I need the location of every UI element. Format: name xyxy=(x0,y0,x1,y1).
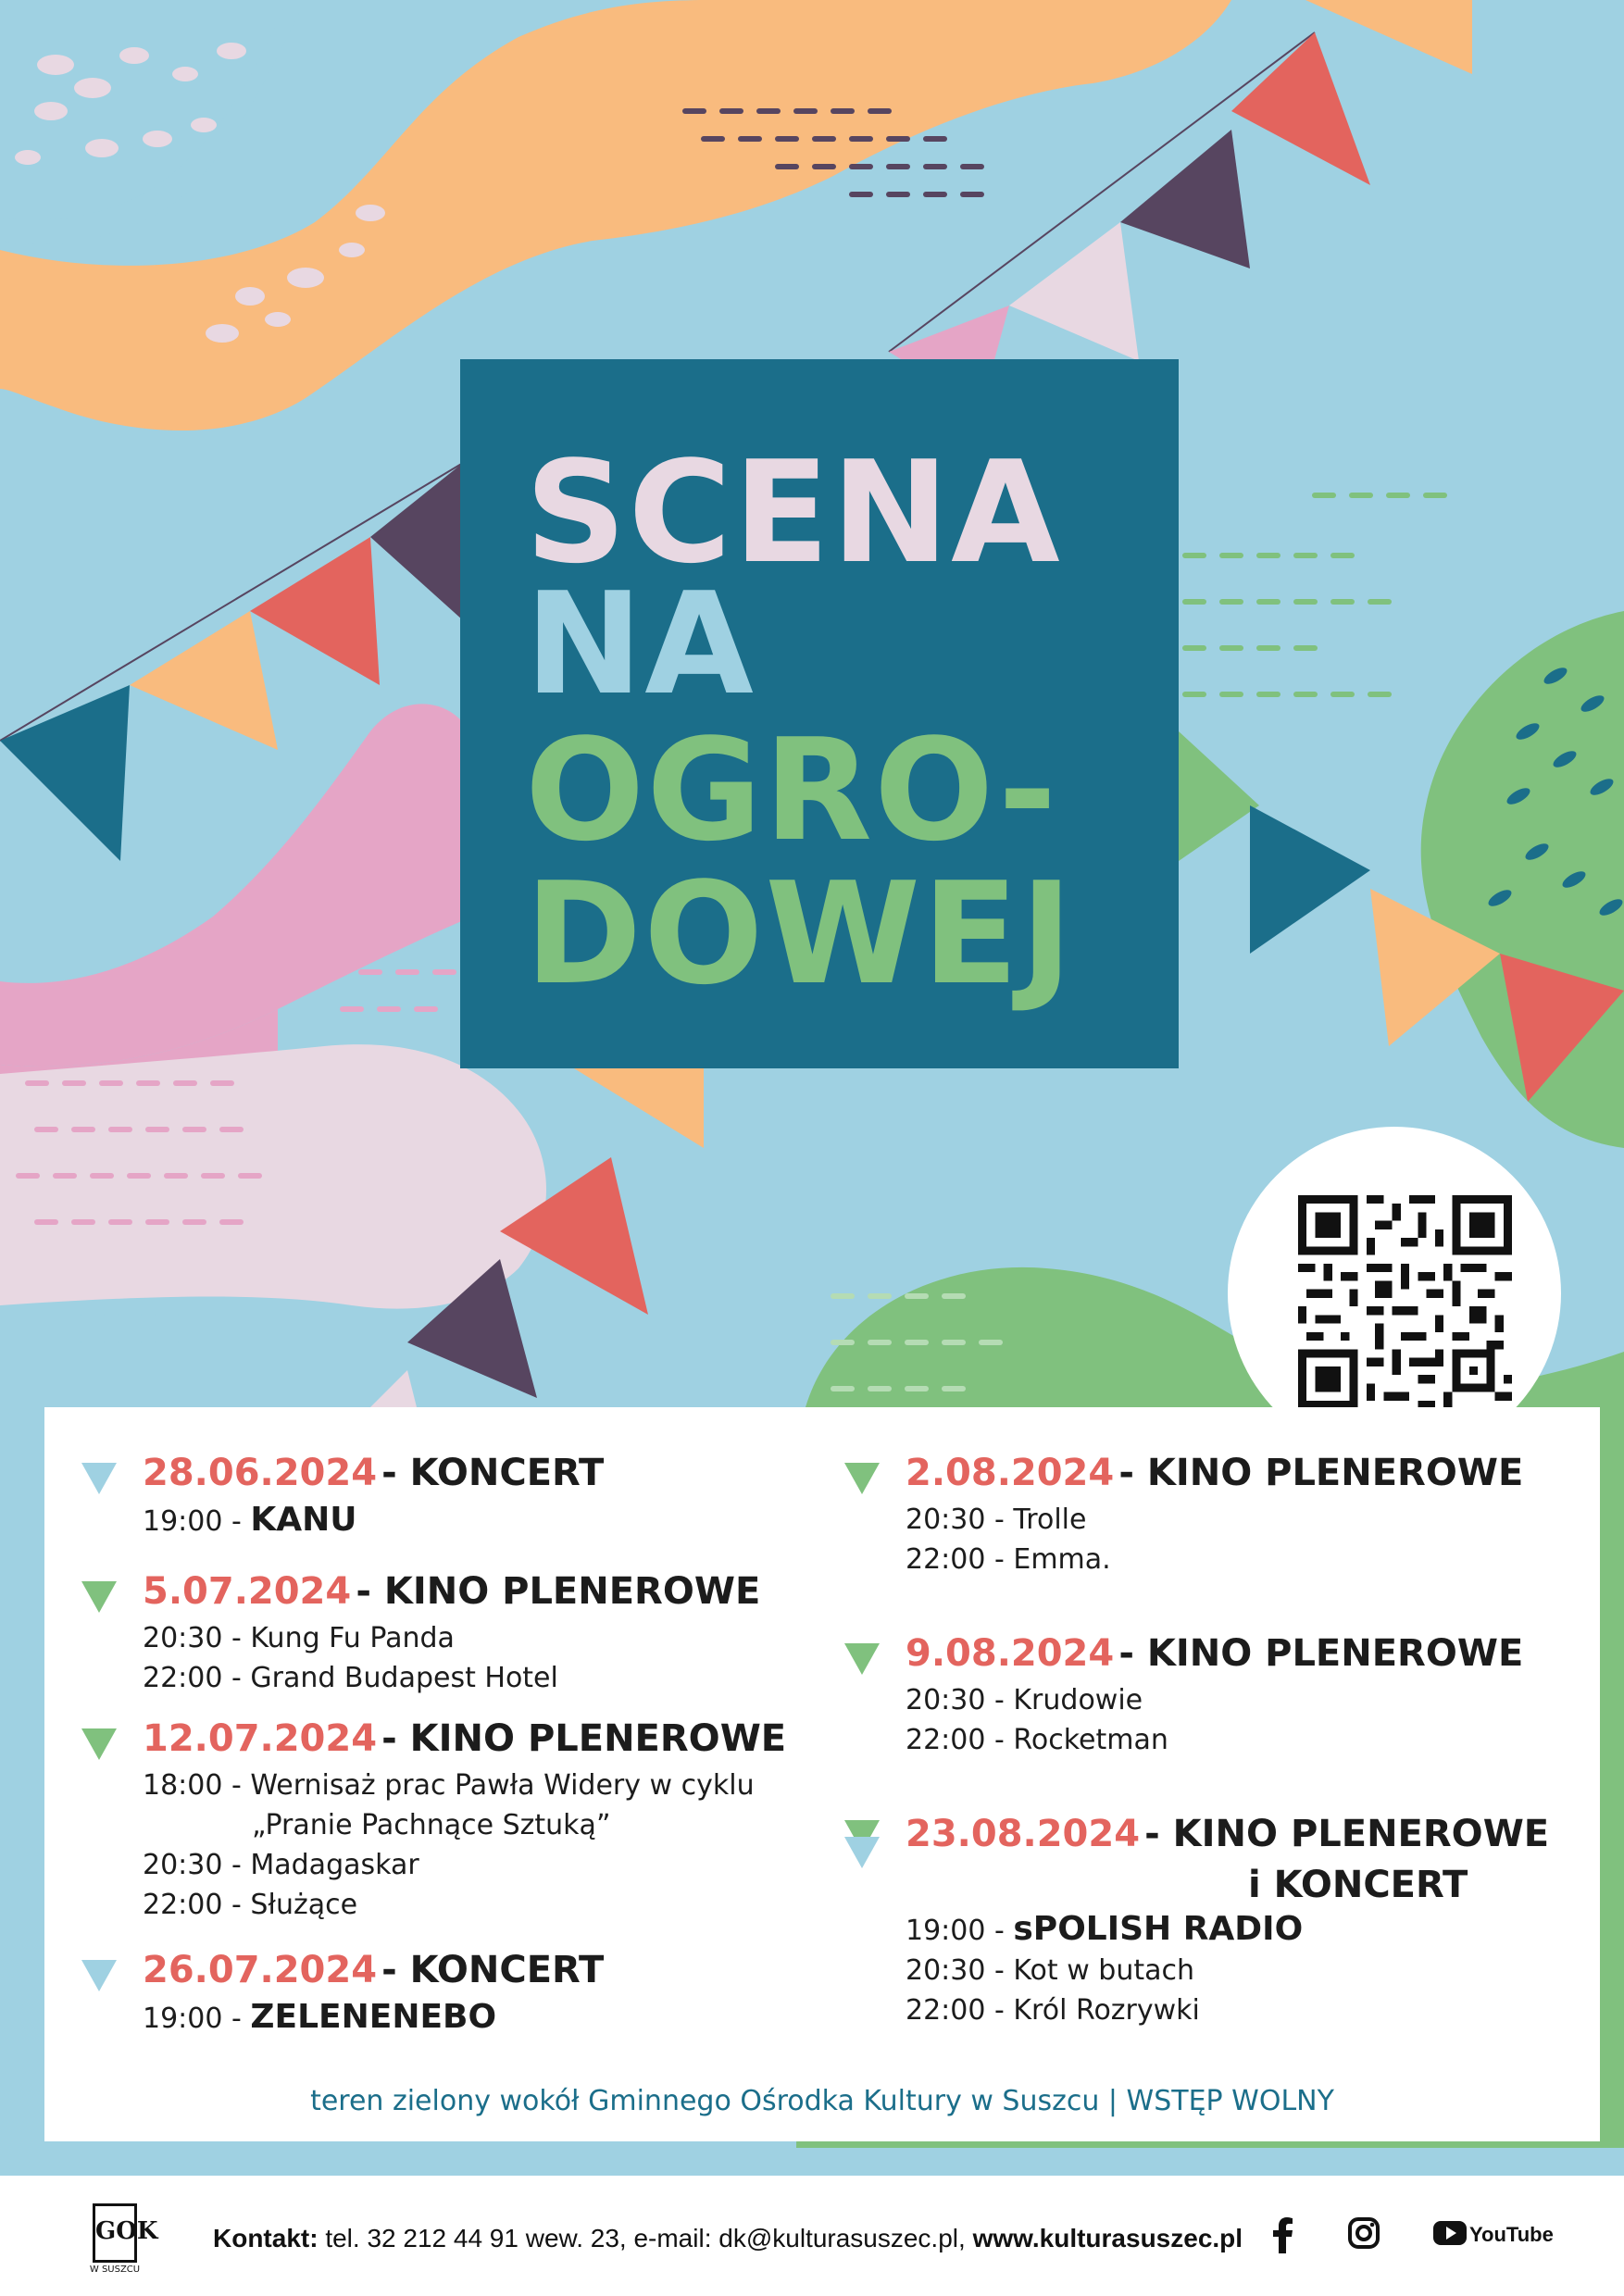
event-title: KANU xyxy=(250,1501,357,1539)
event-title: Król Rozrywki xyxy=(1013,1994,1200,2027)
event-date: 23.08.2024 xyxy=(906,1813,1141,1855)
event-item xyxy=(906,1720,1523,1760)
title-box xyxy=(460,359,1179,1068)
event-header xyxy=(906,1632,1523,1680)
event-header xyxy=(143,1717,786,1766)
facebook-icon[interactable] xyxy=(1273,2216,1293,2253)
event-date: 9.08.2024 xyxy=(906,1632,1115,1675)
event-items xyxy=(143,1997,604,2039)
title-line-1: SCENA xyxy=(525,430,1062,594)
event-item xyxy=(143,1658,760,1698)
event-title: Służące xyxy=(250,1889,358,1921)
event-type: - KINO PLENEROWE xyxy=(1144,1813,1550,1855)
schedule-panel xyxy=(44,1407,1600,2141)
event-header xyxy=(143,1949,604,1997)
event-title: Wernisaż prac Pawła Widery w cyklu xyxy=(250,1769,755,1802)
event-date: 28.06.2024 xyxy=(143,1452,378,1494)
event-time: 22:00 - xyxy=(143,1889,242,1921)
event-block xyxy=(143,1949,604,2039)
event-item xyxy=(143,1618,760,1658)
gok-logo: GOK xyxy=(93,2203,137,2263)
event-title: Emma. xyxy=(1013,1543,1111,1576)
event-items xyxy=(143,1766,786,1925)
event-header xyxy=(143,1452,604,1500)
event-type: - KINO PLENEROWE xyxy=(1118,1452,1524,1494)
event-date: 2.08.2024 xyxy=(906,1452,1115,1494)
event-item xyxy=(143,1997,604,2039)
event-type: - KINO PLENEROWE xyxy=(356,1570,761,1613)
event-item xyxy=(143,1805,786,1845)
event-time: 20:30 - xyxy=(143,1622,242,1654)
qr-code[interactable] xyxy=(1298,1195,1512,1409)
event-block xyxy=(143,1717,786,1925)
contact-text: tel. 32 212 44 91 wew. 23, e-mail: dk@kulturasuszec.pl, xyxy=(318,2224,973,2252)
title-line-2: NA xyxy=(525,562,756,726)
event-item xyxy=(143,1885,786,1925)
event-item xyxy=(143,1500,604,1541)
event-date: 5.07.2024 xyxy=(143,1570,352,1613)
event-time: 20:30 - xyxy=(143,1849,242,1881)
event-title: „Pranie Pachnące Sztuką” xyxy=(252,1809,611,1841)
event-time: 20:30 - xyxy=(906,1504,1005,1536)
event-marker-icon xyxy=(81,1728,117,1760)
event-date: 26.07.2024 xyxy=(143,1949,378,1991)
event-time: 22:00 - xyxy=(143,1662,242,1694)
event-item xyxy=(143,1766,786,1805)
event-items xyxy=(143,1500,604,1541)
event-item xyxy=(143,1845,786,1885)
event-marker-icon xyxy=(844,1463,880,1494)
event-type: - KINO PLENEROWE xyxy=(1118,1632,1524,1675)
event-time: 22:00 - xyxy=(906,1724,1005,1756)
event-time: 20:30 - xyxy=(906,1684,1005,1716)
location-note: teren zielony wokół Gminnego Ośrodka Kultury w Suszcu | WSTĘP WOLNY xyxy=(310,2085,1334,2117)
event-block xyxy=(143,1452,604,1541)
event-marker-icon xyxy=(844,1837,880,1868)
event-items xyxy=(143,1618,760,1698)
event-type: - KONCERT xyxy=(381,1452,605,1494)
event-time: 22:00 - xyxy=(906,1543,1005,1576)
event-title: Grand Budapest Hotel xyxy=(250,1662,558,1694)
contact-line xyxy=(213,2224,1243,2253)
youtube-icon[interactable] xyxy=(1433,2216,1554,2253)
event-header xyxy=(906,1452,1523,1500)
title-line-4: DOWEJ xyxy=(525,852,1075,1016)
event-items xyxy=(906,1680,1523,1760)
event-type: - KINO PLENEROWE xyxy=(381,1717,787,1760)
event-items xyxy=(906,1500,1523,1579)
event-title: ZELENENEBO xyxy=(250,1998,497,2036)
footer xyxy=(0,2176,1624,2296)
event-time: 19:00 - xyxy=(143,2003,242,2035)
event-time: 22:00 - xyxy=(906,1994,1005,2027)
event-date: 12.07.2024 xyxy=(143,1717,378,1760)
event-marker-icon xyxy=(81,1463,117,1494)
instagram-icon[interactable] xyxy=(1347,2216,1380,2253)
event-item xyxy=(906,1990,1549,2030)
event-item xyxy=(906,1500,1523,1540)
event-item xyxy=(906,1540,1523,1579)
event-title: Kot w butach xyxy=(1013,1954,1194,1987)
event-title: Kung Fu Panda xyxy=(250,1622,455,1654)
event-header xyxy=(143,1570,760,1618)
event-item xyxy=(906,1951,1549,1990)
event-type: - KONCERT xyxy=(381,1949,605,1991)
event-block xyxy=(906,1452,1523,1579)
event-marker-icon xyxy=(81,1960,117,1991)
event-header xyxy=(906,1813,1549,1861)
event-title: Krudowie xyxy=(1013,1684,1143,1716)
gok-logo-subtitle: W SUSZCU xyxy=(89,2265,141,2275)
event-item xyxy=(906,1680,1523,1720)
event-time: 18:00 - xyxy=(143,1769,242,1802)
website-link[interactable]: www.kulturasuszec.pl xyxy=(972,2224,1243,2252)
event-title: sPOLISH RADIO xyxy=(1013,1910,1304,1948)
title-line-3: OGRO- xyxy=(525,708,1059,872)
event-time: 19:00 - xyxy=(143,1505,242,1538)
event-type-continued: i KONCERT xyxy=(1248,1864,1468,1906)
event-time: 20:30 - xyxy=(906,1954,1005,1987)
event-title: Trolle xyxy=(1013,1504,1087,1536)
contact-label: Kontakt: xyxy=(213,2224,319,2252)
event-block xyxy=(906,1813,1549,2030)
event-block xyxy=(143,1570,760,1698)
event-title: Madagaskar xyxy=(250,1849,419,1881)
event-items xyxy=(906,1909,1549,2030)
event-item xyxy=(906,1909,1549,1951)
event-block xyxy=(906,1632,1523,1760)
event-marker-icon xyxy=(81,1581,117,1613)
youtube-label: YouTube xyxy=(1469,2223,1554,2246)
event-marker-icon xyxy=(844,1643,880,1675)
event-title: Rocketman xyxy=(1013,1724,1168,1756)
event-time: 19:00 - xyxy=(906,1915,1005,1947)
